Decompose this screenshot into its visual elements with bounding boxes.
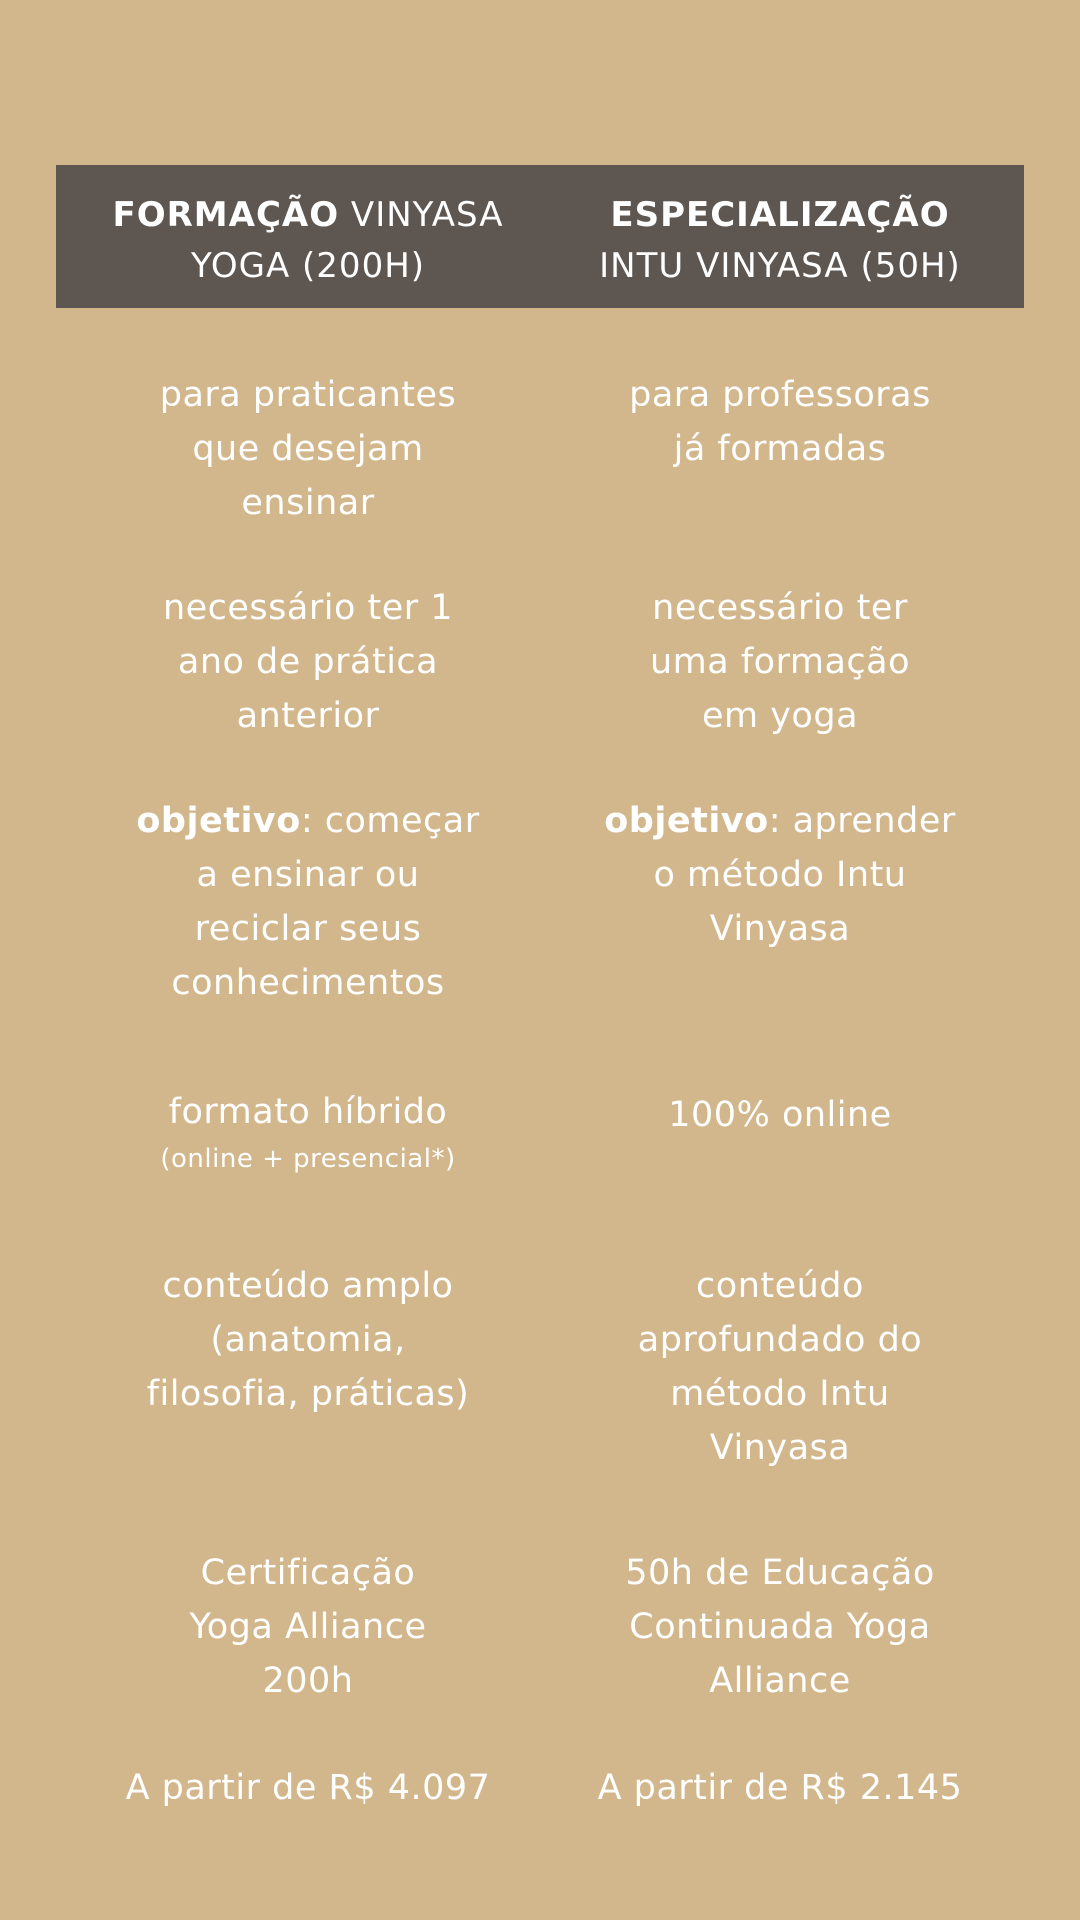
certification-right: [544, 1546, 1016, 1708]
header-left-rest: VINYASA: [339, 195, 504, 235]
requirement-right-line: uma formação: [649, 642, 910, 682]
certification-left-line: 200h: [262, 1661, 354, 1701]
audience-right-line: já formadas: [673, 429, 887, 469]
objective-right-line: o método Intu: [653, 855, 907, 895]
requirement-right-line: necessário ter: [652, 588, 908, 628]
certification-right-line: Alliance: [709, 1661, 851, 1701]
price-right: A partir de R$ 2.145: [597, 1768, 963, 1808]
certification-left-line: Certificação: [200, 1553, 416, 1593]
objective-left: [74, 794, 542, 1010]
header-right: [544, 190, 1016, 292]
certification-right-line: Continuada Yoga: [629, 1607, 931, 1647]
requirement-right: [544, 581, 1016, 743]
objective-right: [544, 794, 1016, 956]
content-right-line: conteúdo: [696, 1266, 864, 1306]
header-left-line2: YOGA (200H): [190, 246, 426, 286]
header-left: [74, 190, 542, 292]
audience-left-line: para praticantes: [159, 375, 457, 415]
format-right: [544, 1088, 1016, 1142]
content-right-line: Vinyasa: [709, 1428, 851, 1468]
requirement-left-line: anterior: [236, 696, 380, 736]
requirement-left: [74, 581, 542, 743]
header-right-line2: INTU VINYASA (50H): [599, 246, 961, 286]
audience-right: [544, 368, 1016, 476]
header-left-bold: FORMAÇÃO: [112, 195, 340, 235]
format-left-line: formato híbrido: [168, 1092, 448, 1132]
requirement-left-line: necessário ter 1: [162, 588, 454, 628]
requirement-left-line: ano de prática: [177, 642, 439, 682]
objective-left-rest: : começar: [300, 801, 480, 841]
content-left: [74, 1259, 542, 1421]
content-left-line: filosofia, práticas): [146, 1374, 470, 1414]
objective-left-line: conhecimentos: [171, 963, 445, 1003]
format-left: [74, 1085, 542, 1139]
audience-right-line: para professoras: [629, 375, 931, 415]
objective-left-line: a ensinar ou: [196, 855, 420, 895]
price-left: A partir de R$ 4.097: [125, 1768, 491, 1808]
format-left-note: (online + presencial*): [160, 1144, 456, 1174]
certification-left-line: Yoga Alliance: [189, 1607, 427, 1647]
format-right-line: 100% online: [668, 1095, 892, 1135]
content-right-line: aprofundado do: [637, 1320, 923, 1360]
certification-right-line: 50h de Educação: [625, 1553, 935, 1593]
certification-left: [74, 1546, 542, 1708]
audience-left-line: ensinar: [241, 483, 375, 523]
objective-left-line: reciclar seus: [194, 909, 422, 949]
requirement-right-line: em yoga: [701, 696, 859, 736]
audience-left-line: que desejam: [192, 429, 424, 469]
header-right-bold: ESPECIALIZAÇÃO: [610, 195, 950, 235]
content-left-line: conteúdo amplo: [162, 1266, 454, 1306]
audience-left: [74, 368, 542, 530]
content-left-line: (anatomia,: [210, 1320, 406, 1360]
objective-right-rest: : aprender: [768, 801, 956, 841]
objective-label: objetivo: [604, 801, 769, 841]
objective-right-line: Vinyasa: [709, 909, 851, 949]
content-right-line: método Intu: [670, 1374, 890, 1414]
content-right: [544, 1259, 1016, 1475]
objective-label: objetivo: [136, 801, 301, 841]
